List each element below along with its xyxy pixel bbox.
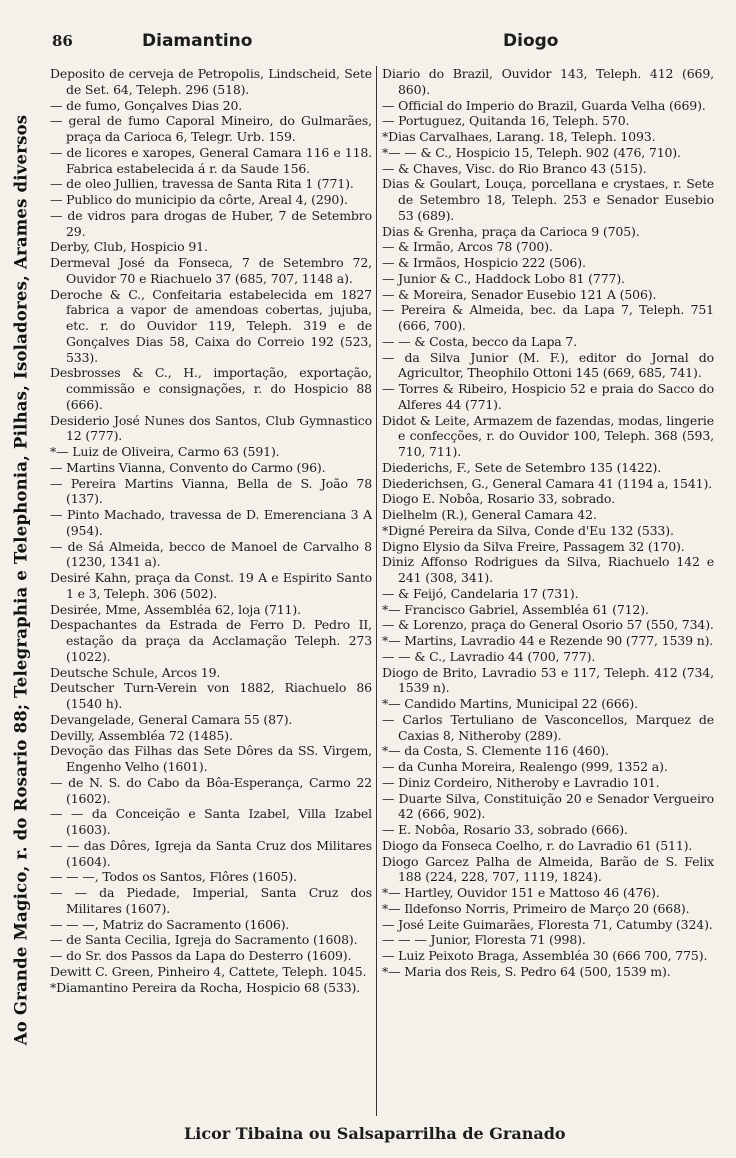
directory-entry: — Duarte Silva, Constituição 20 e Senador Vergueiro 42 (666, 902). [382, 790, 714, 822]
directory-entry: — & Feijó, Candelaria 17 (731). [382, 585, 579, 601]
directory-entry: Devoção das Filhas das Sete Dôres da SS. Virgem, Engenho Velho (1601). [50, 743, 372, 774]
left-column [50, 66, 372, 995]
directory-entry: — Junior & C., Haddock Lobo 81 (777). [382, 270, 625, 286]
directory-entry: — & Chaves, Visc. do Rio Branco 43 (515). [382, 160, 647, 176]
directory-entry: *— Luiz de Oliveira, Carmo 63 (591). [50, 444, 280, 459]
directory-entry: Diederichsen, G., General Camara 41 (1194 a, 1541). [382, 475, 713, 491]
directory-entry: — E. Nobôa, Rosario 33, sobrado (666). [382, 822, 628, 837]
directory-entry: Dias & Goulart, Louça, porcellana e crystaes, r. Sete de Setembro 18, Teleph. 253 e Senador Eusebio 53 (689). [382, 176, 714, 223]
directory-entry: *Dias Carvalhaes, Larang. 18, Teleph. 1093. [382, 129, 656, 144]
left-running-head: Diamantino [142, 31, 253, 51]
directory-entry: Deroche & C., Confeitaria estabelecida em 1827 fabrica a vapor de amendoas cobertas, jujuba, etc. r. do Ouvidor 119, Teleph. 319 e de Gonçalves Dias 58, Caixa do Correio 192 (523, 533). [50, 286, 372, 365]
directory-entry: *— Hartley, Ouvidor 151 e Mattoso 46 (476). [382, 885, 660, 900]
directory-entry: Diogo E. Nobôa, Rosario 33, sobrado. [382, 491, 615, 507]
directory-entry: Deutsche Schule, Arcos 19. [50, 664, 221, 680]
directory-entry: — de oleo Jullien, travessa de Santa Rita 1 (771). [50, 176, 354, 192]
directory-entry: Deutscher Turn-Verein von 1882, Riachuelo 86 (1540 h). [50, 680, 372, 711]
directory-entry: — geral de fumo Caporal Mineiro, do Gulmarães, praça da Carioca 6, Telegr. Urb. 159. [50, 113, 372, 144]
directory-entry: Didot & Leite, Armazem de fazendas, modas, lingerie e confecções, r. do Ouvidor 100, Teleph. 368 (593, 710, 711). [382, 412, 714, 459]
directory-entry: — Carlos Tertuliano de Vasconcellos, Marquez de Caxias 8, Nitheroby (289). [382, 711, 714, 743]
directory-entry: — Torres & Ribeiro, Hospicio 52 e praia do Sacco do Alferes 44 (771). [382, 381, 714, 412]
directory-entry: *— Ildefonso Norris, Primeiro de Março 20 (668). [382, 900, 690, 916]
directory-entry: Dielhelm (R.), General Camara 42. [382, 507, 597, 522]
footer-advertisement: Licor Tibaina ou Salsaparrilha de Granado [184, 1124, 566, 1143]
side-advertisement-text: Ao Grande Magico, r. do Rosario 88; Telegraphia e Telephonia, Pilhas, Isoladores, Arames diversos [11, 114, 31, 1046]
directory-entry: *— — & C., Hospicio 15, Teleph. 902 (476, 710). [382, 144, 681, 160]
right-column [382, 66, 714, 980]
directory-entry: — de licores e xaropes, General Camara 116 e 118. Fabrica estabelecida á r. da Saude 156. [50, 144, 372, 176]
directory-entry: — — —, Matriz do Sacramento (1606). [50, 916, 290, 932]
directory-entry: — Martins Vianna, Convento do Carmo (96). [50, 459, 326, 475]
directory-entry: *— Maria dos Reis, S. Pedro 64 (500, 1539 m). [382, 963, 671, 979]
directory-entry: — — da Conceição e Santa Izabel, Villa Izabel (1603). [50, 806, 372, 837]
directory-entry: — do Sr. dos Passos da Lapa do Desterro (1609). [50, 948, 352, 963]
directory-entry: — — das Dôres, Igreja da Santa Cruz dos Militares (1604). [50, 837, 372, 869]
directory-entry: — Pinto Machado, travessa de D. Emerenciana 3 A (954). [50, 507, 372, 538]
directory-entry: *— Candido Martins, Municipal 22 (666). [382, 696, 638, 711]
directory-entry: Desbrosses & C., H., importação, exportação, commissão e consignações, r. do Hospicio 88 (666). [50, 365, 372, 412]
directory-entry: — — — Junior, Floresta 71 (998). [382, 932, 586, 948]
directory-entry: Diogo da Fonseca Coelho, r. do Lavradio 61 (511). [382, 837, 693, 853]
directory-entry: — de N. S. do Cabo da Bôa-Esperança, Carmo 22 (1602). [50, 774, 372, 806]
directory-entry: Desirée, Mme, Assembléa 62, loja (711). [50, 601, 301, 617]
directory-entry: Devangelade, General Camara 55 (87). [50, 711, 293, 727]
directory-entry: — Luiz Peixoto Braga, Assembléa 30 (666 700, 775). [382, 948, 708, 963]
directory-entry: Desiderio José Nunes dos Santos, Club Gymnastico 12 (777). [50, 412, 372, 444]
directory-entry: — & Irmão, Arcos 78 (700). [382, 239, 553, 255]
directory-entry: Deposito de cerveja de Petropolis, Lindscheid, Sete de Set. 64, Teleph. 296 (518). [50, 66, 372, 97]
directory-entry: *— da Costa, S. Clemente 116 (460). [382, 743, 609, 759]
directory-entry: Diederichs, F., Sete de Setembro 135 (1422). [382, 459, 662, 475]
directory-entry: Digno Elysio da Silva Freire, Passagem 32 (170). [382, 538, 685, 554]
directory-entry: — — & Costa, becco da Lapa 7. [382, 333, 578, 349]
directory-entry: Devilly, Assembléa 72 (1485). [50, 727, 233, 743]
page-number: 86 [52, 32, 73, 50]
directory-entry: — — da Piedade, Imperial, Santa Cruz dos Militares (1607). [50, 885, 372, 916]
directory-entry: Diogo Garcez Palha de Almeida, Barão de S. Felix 188 (224, 228, 707, 1119, 1824). [382, 853, 714, 885]
directory-entry: — & Irmãos, Hospicio 222 (506). [382, 255, 586, 270]
side-advertisement [0, 40, 42, 1120]
directory-entry: Diario do Brazil, Ouvidor 143, Teleph. 412 (669, 860). [382, 66, 714, 97]
directory-entry: — de fumo, Gonçalves Dias 20. [50, 97, 243, 113]
column-divider [376, 66, 377, 1116]
directory-entry: — — —, Todos os Santos, Flôres (1605). [50, 869, 297, 885]
directory-entry: — da Silva Junior (M. F.), editor do Jornal do Agricultor, Theophilo Ottoni 145 (669, 685, 741). [382, 349, 714, 381]
page-header [50, 30, 730, 58]
directory-entry: Diniz Affonso Rodrigues da Silva, Riachuelo 142 e 241 (308, 341). [382, 554, 714, 585]
directory-entry: — de Santa Cecilia, Igreja do Sacramento (1608). [50, 932, 358, 948]
directory-entry: — de Sá Almeida, becco de Manoel de Carvalho 8 (1230, 1341 a). [50, 538, 372, 570]
directory-entry: Desiré Kahn, praça da Const. 19 A e Espirito Santo 1 e 3, Teleph. 306 (502). [50, 570, 372, 601]
directory-entry: — Official do Imperio do Brazil, Guarda Velha (669). [382, 97, 706, 113]
directory-entry: — Portuguez, Quitanda 16, Teleph. 570. [382, 113, 630, 129]
directory-entry: — Pereira & Almeida, bec. da Lapa 7, Teleph. 751 (666, 700). [382, 302, 714, 333]
directory-entry: — & Moreira, Senador Eusebio 121 A (506). [382, 286, 657, 302]
directory-entry: Derby, Club, Hospicio 91. [50, 239, 208, 255]
directory-entry: — Publico do municipio da côrte, Areal 4, (290). [50, 192, 348, 207]
directory-entry: *Diamantino Pereira da Rocha, Hospicio 68 (533). [50, 979, 361, 995]
directory-entry: *Digné Pereira da Silva, Conde d'Eu 132 (533). [382, 522, 674, 538]
directory-entry: Dewitt C. Green, Pinheiro 4, Cattete, Teleph. 1045. [50, 963, 367, 979]
directory-entry: — José Leite Guimarães, Floresta 71, Catumby (324). [382, 916, 713, 932]
directory-entry: Dermeval José da Fonseca, 7 de Setembro 72, Ouvidor 70 e Riachuelo 37 (685, 707, 1148 a). [50, 255, 372, 286]
directory-entry: Diogo de Brito, Lavradio 53 e 117, Teleph. 412 (734, 1539 n). [382, 664, 714, 696]
directory-entry: — & Lorenzo, praça do General Osorio 57 (550, 734). [382, 617, 714, 633]
directory-entry: Despachantes da Estrada de Ferro D. Pedro II, estação da praça da Acclamação Teleph. 273 (1022). [50, 617, 372, 664]
directory-entry: — de vidros para drogas de Huber, 7 de Setembro 29. [50, 207, 372, 239]
directory-entry: *— Martins, Lavradio 44 e Rezende 90 (777, 1539 n). [382, 633, 714, 648]
directory-entry: *— Francisco Gabriel, Assembléa 61 (712). [382, 601, 649, 617]
directory-entry: — da Cunha Moreira, Realengo (999, 1352 a). [382, 759, 668, 774]
directory-entry: Dias & Grenha, praça da Carioca 9 (705). [382, 223, 640, 239]
directory-entry: — — & C., Lavradio 44 (700, 777). [382, 648, 596, 664]
right-running-head: Diogo [503, 31, 559, 51]
directory-entry: — Pereira Martins Vianna, Bella de S. João 78 (137). [50, 475, 372, 507]
directory-entry: — Diniz Cordeiro, Nitheroby e Lavradio 101. [382, 774, 660, 790]
